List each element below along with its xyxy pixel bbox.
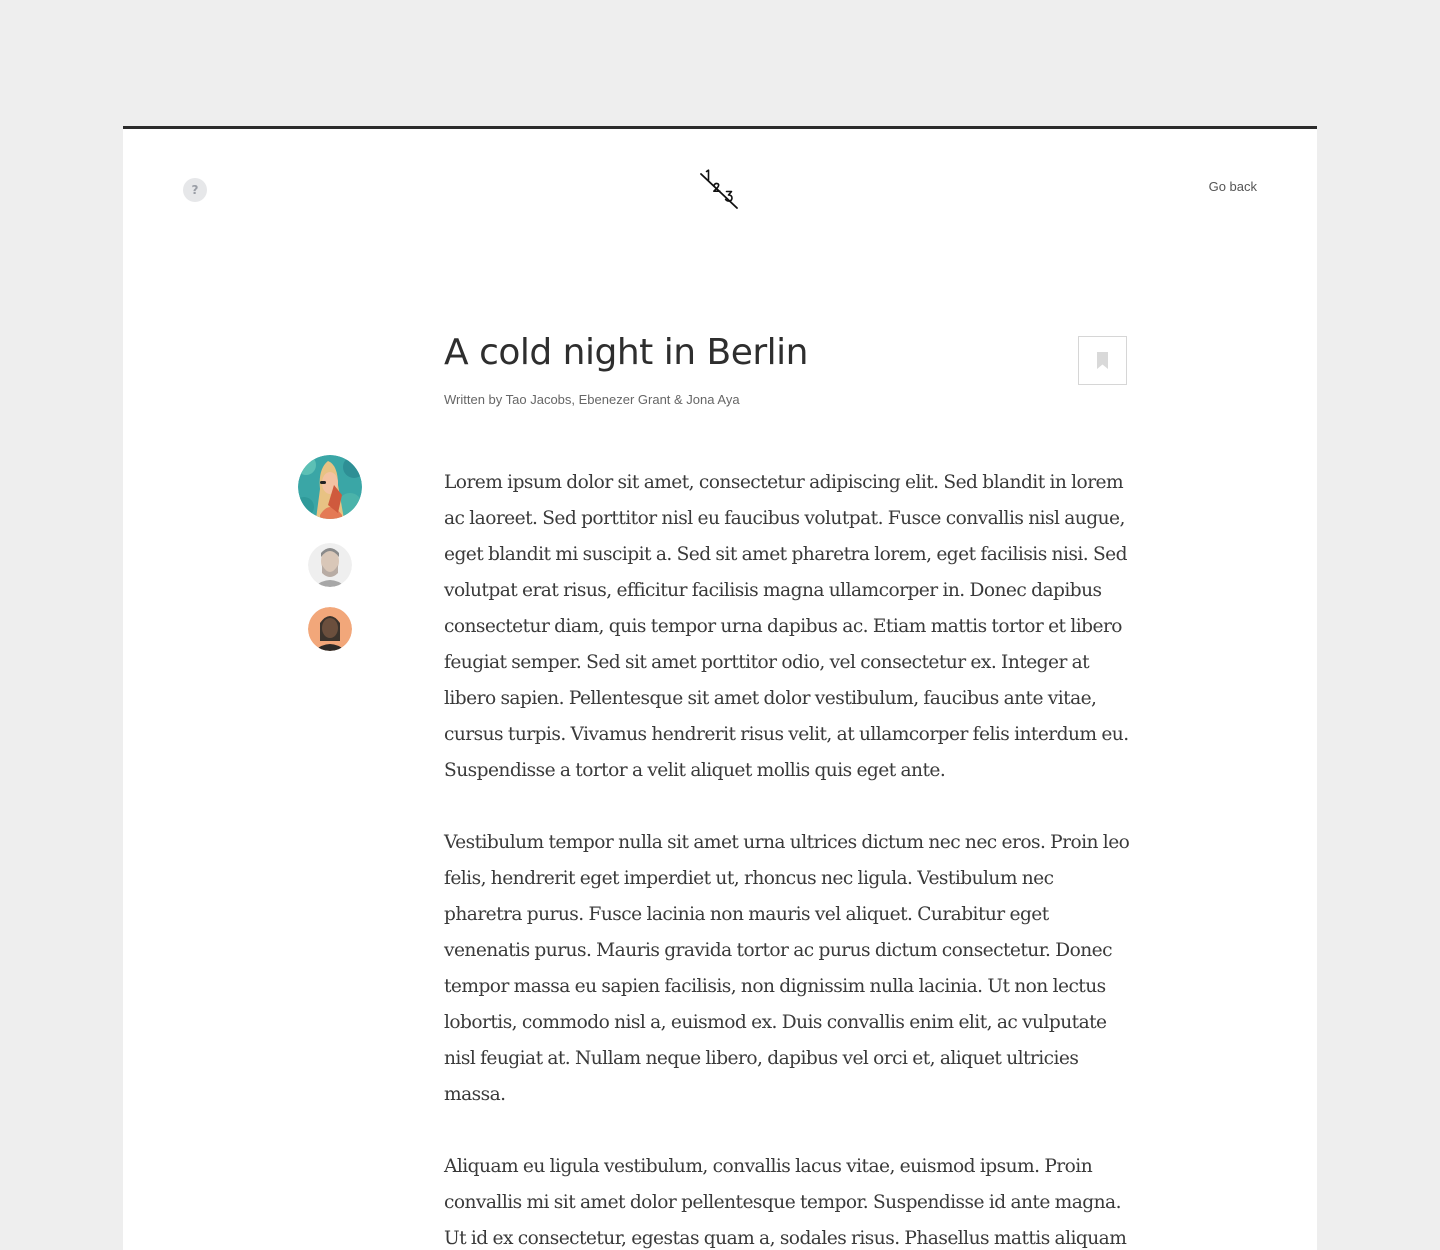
- article-title: A cold night in Berlin: [444, 332, 808, 373]
- author-avatar-1[interactable]: [298, 455, 362, 519]
- article-paragraph-1: Lorem ipsum dolor sit amet, consectetur adipiscing elit. Sed blandit in lorem ac laoreet. Sed porttitor nisl eu faucibus volutpat. Fusce convallis nisl augue, eget blandit mi suscipit a. Sed sit amet pharetra lorem, eget facilisis nisi. Sed volutpat erat risus, efficitur facilisis magna ullamcorper in. Donec dapibus consectetur diam, quis tempor urna dapibus ac. Etiam mattis tortor et libero feugiat semper. Sed sit amet porttitor odio, vel consectetur ex. Integer at libero sapien. Pellentesque sit amet dolor vestibulum, faucibus ante vitae, cursus turpis. Vivamus hendrerit risus velit, at ullamcorper felis interdum eu. Suspendisse a tortor a velit aliquet mollis quis eget ante.: [444, 472, 1129, 781]
- article-card: [123, 126, 1317, 1250]
- article-paragraph-2: Vestibulum tempor nulla sit amet urna ultrices dictum nec nec eros. Proin leo felis, hendrerit eget imperdiet ut, rhoncus nec ligula. Vestibulum nec pharetra purus. Fusce lacinia non mauris vel aliquet. Curabitur eget venenatis purus. Mauris gravida tortor ac purus dictum consectetur. Donec tempor massa eu sapien facilisis, non dignissim nulla lacinia. Ut non lectus lobortis, commodo nisl a, euismod ex. Duis convallis enim elit, ac vulputate nisl feugiat at. Nullam neque libero, dapibus vel orci et, aliquet ultricies massa.: [444, 832, 1130, 1105]
- help-button[interactable]: [183, 178, 207, 202]
- author-avatar-3[interactable]: [308, 607, 352, 651]
- go-back-link[interactable]: Go back: [1208, 179, 1257, 194]
- article-paragraph-3: Aliquam eu ligula vestibulum, convallis lacus vitae, euismod ipsum. Proin convallis mi sit amet dolor pellentesque tempor. Suspendisse id ante magna. Ut id ex consectetur, egestas quam a, sodales risus. Phasellus mattis aliquam: [444, 1156, 1127, 1249]
- bookmark-icon: [1097, 352, 1108, 369]
- article-byline: Written by Tao Jacobs, Ebenezer Grant & Jona Aya: [444, 392, 740, 407]
- bookmark-button[interactable]: [1078, 336, 1127, 385]
- help-label: ?: [191, 183, 199, 197]
- numbered-list-logo-icon[interactable]: [700, 169, 740, 211]
- article-body: [444, 465, 1134, 1250]
- author-avatar-2[interactable]: [308, 543, 352, 587]
